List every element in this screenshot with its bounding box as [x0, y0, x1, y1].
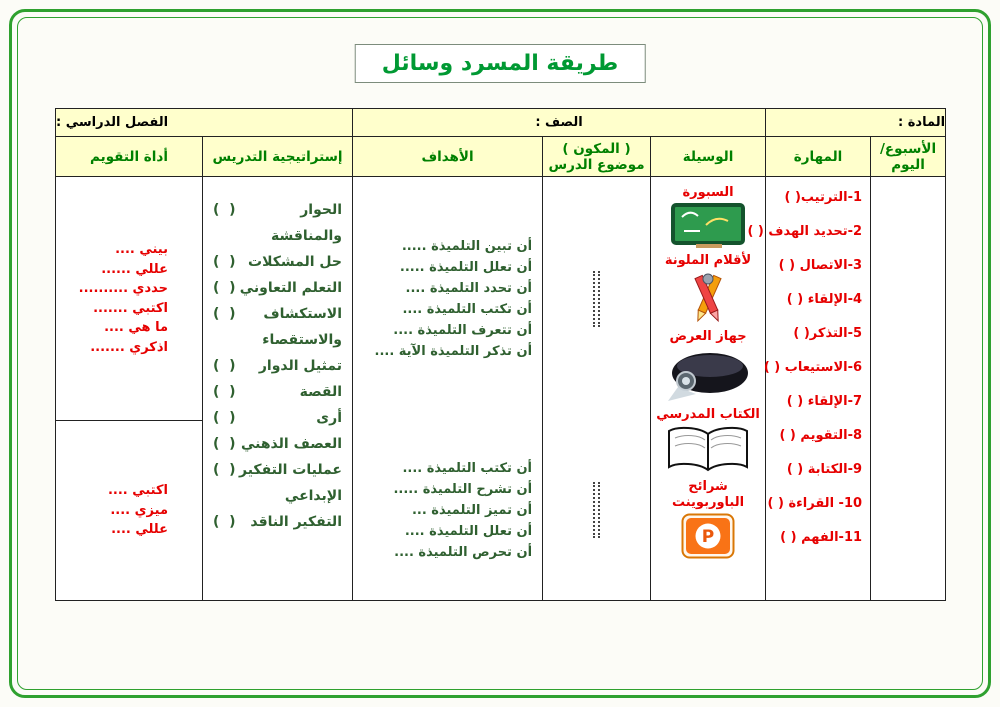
strategy-item: [203, 457, 352, 483]
strategy-checkbox: ( ): [213, 202, 236, 218]
strategy-checkbox: ( ): [213, 436, 236, 452]
strategy-item: [203, 431, 352, 457]
strategy-label: الاستكشاف: [263, 306, 342, 322]
means-label-projector: جهاز العرض: [669, 329, 747, 344]
strategy-label: تمثيل الدوار: [258, 358, 342, 374]
strategy-label: العصف الذهني: [240, 436, 342, 452]
objective-line: أن تعلل التلميذة .....: [399, 260, 533, 275]
strategy-item: [203, 223, 352, 249]
evaluation-cell-1: [56, 177, 203, 421]
strategy-item: [203, 509, 352, 535]
strategy-item: [203, 327, 352, 353]
group-header-grade: الصف :: [353, 109, 766, 137]
objective-line: أن تكتب التلميذة ....: [402, 460, 533, 476]
open-book-icon: [665, 425, 751, 475]
evaluation-line: عللي ....: [111, 522, 168, 538]
strategy-checkbox: ( ): [213, 410, 236, 426]
strategy-checkbox: ( ): [213, 514, 236, 530]
group-header-semester: الفصل الدراسي :: [56, 109, 353, 137]
group-header-row: [56, 109, 946, 137]
objective-line: أن تميز التلميذة ...: [411, 502, 533, 518]
evaluation-line: ميزي ....: [110, 502, 168, 518]
column-header-objectives: الأهداف: [353, 137, 543, 177]
colored-pens-icon: [679, 271, 737, 325]
means-label-colored-pens: لأقلام الملونة: [664, 253, 752, 268]
objective-line: أن تعلل التلميذة ....: [404, 523, 533, 539]
column-header-means: الوسيلة: [651, 137, 766, 177]
objective-line: أن تتعرف التلميذة ....: [393, 323, 533, 338]
strategy-checkbox: ( ): [213, 280, 236, 296]
evaluation-line: بيني ....: [115, 242, 168, 257]
column-header-skill: المهارة: [766, 137, 871, 177]
strategy-item: [203, 483, 352, 509]
dotted-line: [593, 271, 600, 327]
objective-line: أن تذكر التلميذة الآية ....: [374, 344, 533, 359]
lesson-plan-table: [55, 108, 946, 601]
skill-item: 9-الكتابة ( ): [786, 462, 863, 477]
skill-item: 11-الفهم ( ): [780, 530, 863, 545]
strategy-checkbox: ( ): [213, 306, 236, 322]
objectives-group-2: [353, 421, 542, 599]
topic-placeholder-1: [543, 177, 650, 421]
strategy-item: [203, 249, 352, 275]
strategy-item: [203, 379, 352, 405]
strategy-item: [203, 405, 352, 431]
skill-item: 4-الإلقاء ( ): [786, 292, 863, 307]
strategy-label: والمناقشة: [270, 228, 342, 244]
page-title: طريقة المسرد وسائل: [381, 51, 619, 76]
skill-item: 7-الإلقاء ( ): [786, 394, 863, 409]
means-label-blackboard: السبورة: [682, 185, 734, 200]
objectives-cell: [353, 177, 543, 601]
skill-item: 10- القراءة ( ): [767, 496, 863, 511]
strategy-label: حل المشكلات: [248, 254, 342, 270]
strategy-label: التفكير الناقد: [250, 514, 342, 530]
topic-placeholder-2: [543, 421, 650, 599]
strategy-cell: [203, 177, 353, 601]
strategy-label: عمليات التفكير: [239, 462, 342, 478]
evaluation-line: اكتبي .......: [93, 300, 168, 316]
objective-line: أن تبين التلميذة .....: [401, 239, 533, 254]
means-label-powerpoint: شرائح الباوربوينت: [671, 479, 745, 510]
objective-line: أن تكتب التلميذة ....: [402, 302, 533, 317]
evaluation-cell-2: [56, 421, 203, 601]
strategy-label: التعلم التعاوني: [239, 280, 342, 296]
objective-line: أن تحدد التلميذة ....: [405, 281, 533, 296]
column-header-evaluation: أداة التقويم: [56, 137, 203, 177]
powerpoint-icon: [681, 513, 735, 559]
strategy-checkbox: ( ): [213, 254, 236, 270]
title-box: [355, 44, 646, 83]
skill-item: 8-التقويم ( ): [779, 428, 863, 443]
strategy-checkbox: ( ): [213, 358, 236, 374]
skill-item: 3-الاتصال ( ): [778, 258, 863, 273]
objective-line: أن تشرح التلميذة .....: [393, 481, 533, 497]
column-header-strategy: إستراتيجية التدريس: [203, 137, 353, 177]
evaluation-line: اذكري .......: [90, 339, 168, 355]
week-day-cell: [871, 177, 946, 601]
objective-line: أن تحرص التلميذة ....: [394, 544, 533, 560]
skill-item: 5-التذكر( ): [793, 326, 863, 341]
strategy-checkbox: ( ): [213, 462, 236, 478]
column-header-row: [56, 137, 946, 177]
strategy-checkbox: ( ): [213, 384, 236, 400]
column-header-topic: ( المكون ) موضوع الدرس: [543, 137, 651, 177]
strategy-label: الإبداعي: [284, 488, 342, 504]
svg-text:P: P: [701, 527, 715, 547]
chalkboard-icon: [670, 203, 746, 249]
strategy-item: [203, 353, 352, 379]
group-header-subject: المادة :: [766, 109, 946, 137]
strategy-item: [203, 301, 352, 327]
skill-item: 1-الترتيب( ): [784, 190, 863, 205]
strategy-label: الحوار: [300, 202, 342, 218]
strategy-item: [203, 197, 352, 223]
strategy-label: أرى: [316, 410, 342, 426]
objectives-group-1: [353, 177, 542, 421]
projector-icon: [666, 347, 750, 403]
evaluation-line: اكتبي ....: [107, 483, 168, 499]
strategy-label: والاستقصاء: [262, 332, 342, 348]
skill-item: 2-تحديد الهدف ( ): [747, 224, 863, 239]
evaluation-line: حددي ..........: [78, 281, 168, 296]
dotted-line: [593, 482, 600, 538]
strategy-label: القصة: [299, 384, 342, 400]
means-label-textbook: الكتاب المدرسي: [656, 407, 760, 422]
topic-cell: [543, 177, 651, 601]
skill-item: 6-الاستيعاب ( ): [763, 360, 863, 375]
evaluation-line: عللي ......: [101, 261, 168, 277]
evaluation-line: ما هي ....: [104, 320, 168, 335]
column-header-week-day: الأسبوع/اليوم: [871, 137, 946, 177]
strategy-item: [203, 275, 352, 301]
skill-cell: [747, 177, 871, 601]
